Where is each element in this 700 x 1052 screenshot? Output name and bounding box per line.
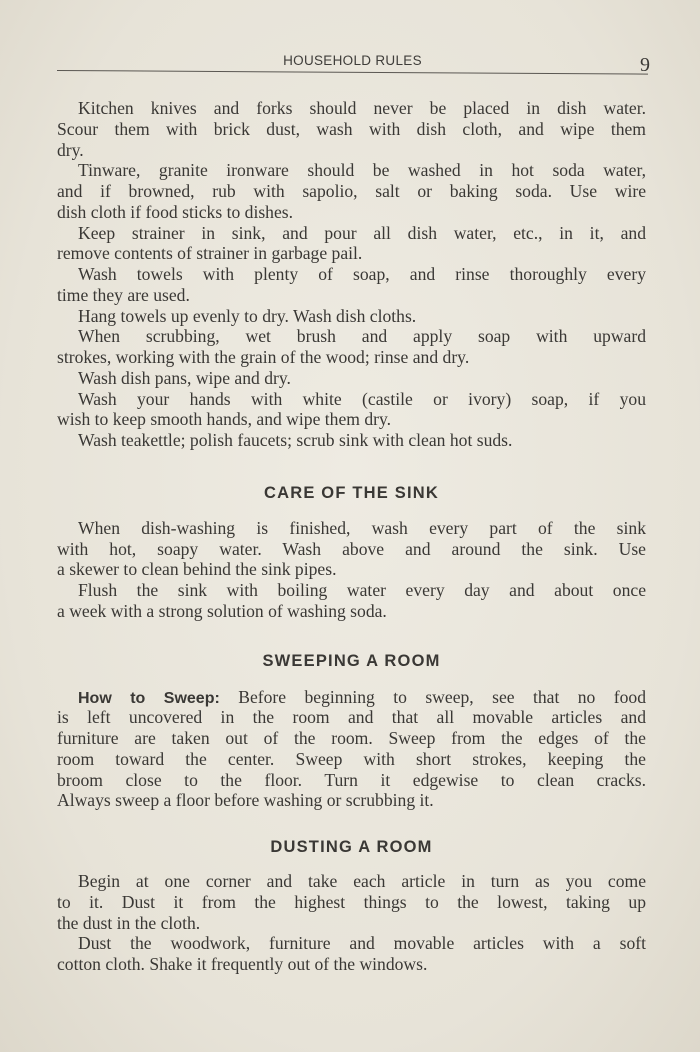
text-line: dry.: [57, 139, 84, 160]
text-line: broom close to the floor. Turn it edgewise to clean cracks.: [57, 769, 646, 790]
text-line: Keep strainer in sink, and pour all dish water, etc., in it, and: [78, 222, 646, 243]
page-body: [57, 98, 646, 975]
text-line: time they are used.: [57, 284, 190, 305]
paragraph: [57, 306, 646, 327]
text-line: When dish-washing is finished, wash every part of the sink: [78, 517, 646, 538]
paragraph: [57, 933, 646, 975]
text-line: Wash towels with plenty of soap, and rinse thoroughly every: [78, 264, 646, 284]
text-line: Hang towels up evenly to dry. Wash dish cloths.: [78, 305, 417, 326]
paragraph: [57, 871, 646, 933]
section: [57, 835, 646, 975]
paragraph: [57, 223, 646, 265]
text-line: When scrubbing, wet brush and apply soap with upward: [78, 326, 646, 347]
paragraph: [57, 264, 646, 306]
paragraph: [57, 430, 646, 451]
paragraph: [57, 160, 646, 222]
paragraph: [57, 98, 646, 160]
paragraph: [57, 368, 646, 389]
page-number: 9: [640, 54, 650, 76]
text-line: strokes, working with the grain of the wood; rinse and dry.: [57, 347, 470, 367]
section: [57, 481, 646, 622]
section-heading: CARE OF THE SINK: [263, 483, 440, 502]
run-in-heading: How to Sweep:: [78, 689, 220, 707]
section-heading: SWEEPING A ROOM: [262, 651, 441, 670]
running-head-title: HOUSEHOLD RULES: [283, 53, 422, 68]
text-line: Wash your hands with white (castile or ivory) soap, if you: [78, 388, 646, 409]
paragraph: [57, 326, 646, 368]
paragraph: [57, 580, 646, 622]
section: [57, 649, 646, 812]
text-line: Kitchen knives and forks should never be placed in dish water.: [78, 98, 646, 118]
text-line: and if browned, rub with sapolio, salt or baking soda. Use wire: [57, 181, 646, 201]
paragraph: [57, 389, 646, 431]
text-line: with hot, soapy water. Wash above and around the sink. Use: [57, 538, 646, 559]
text-line: [57, 687, 646, 708]
section-heading: DUSTING A ROOM: [270, 838, 433, 856]
text-line: Wash dish pans, wipe and dry.: [78, 367, 291, 388]
text-line: wish to keep smooth hands, and wipe them dry.: [57, 409, 392, 430]
text-line: Scour them with brick dust, wash with dish cloth, and wipe them: [57, 118, 646, 139]
text-line: remove contents of strainer in garbage pail.: [57, 243, 363, 264]
text-line: room toward the center. Sweep with short strokes, keeping the: [57, 748, 646, 769]
text-line: Begin at one corner and take each article in turn as you come: [78, 871, 646, 891]
paragraph: [57, 518, 646, 580]
text-line: a week with a strong solution of washing soda.: [57, 600, 387, 621]
section: [57, 98, 646, 451]
text-line: furniture are taken out of the room. Sweep from the edges of the: [57, 728, 646, 748]
text-line: Always sweep a floor before washing or scrubbing it.: [57, 790, 434, 811]
text-line: cotton cloth. Shake it frequently out of the windows.: [57, 954, 428, 974]
paragraph: [57, 687, 646, 812]
text-line: Tinware, granite ironware should be washed in hot soda water,: [78, 160, 646, 181]
text-line: dish cloth if food sticks to dishes.: [57, 201, 294, 222]
line-text: Before beginning to sweep, see that no food: [238, 686, 646, 707]
text-line: Dust the woodwork, furniture and movable articles with a soft: [78, 933, 646, 954]
text-line: Wash teakettle; polish faucets; scrub sink with clean hot suds.: [78, 430, 513, 450]
text-line: the dust in the cloth.: [57, 912, 201, 933]
text-line: is left uncovered in the room and that all movable articles and: [57, 707, 646, 728]
text-line: Flush the sink with boiling water every day and about once: [78, 580, 646, 600]
text-line: a skewer to clean behind the sink pipes.: [57, 559, 337, 580]
text-line: to it. Dust it from the highest things to the lowest, taking up: [57, 891, 646, 912]
